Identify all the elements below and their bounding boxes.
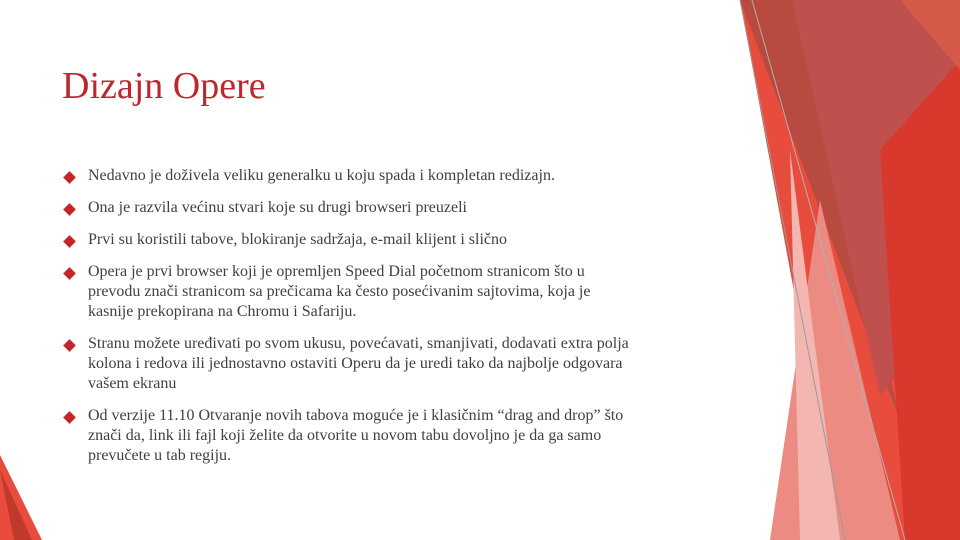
bullet-item <box>62 198 738 218</box>
bullet-text: Stranu možete uređivati po svom ukusu, povećavati, smanjivati, dodavati extra polja kolona i redova ili jednostavno ostaviti Operu da je uredi tako da najbolje odgovara vašem ekranu <box>88 335 629 392</box>
diamond-bullet-icon <box>62 166 88 186</box>
bullet-list <box>62 166 738 478</box>
diamond-bullet-icon <box>62 230 88 250</box>
diamond-bullet-icon <box>62 406 88 426</box>
bullet-item <box>62 262 738 322</box>
bullet-text: Od verzije 11.10 Otvaranje novih tabova moguće je i klasičnim “drag and drop” što znači da, link ili fajl koji želite da otvorite u novom tabu dovoljno je da ga samo prevučete u tab regiju. <box>88 407 624 464</box>
diamond-bullet-icon <box>62 334 88 354</box>
diamond-bullet-icon <box>62 262 88 282</box>
bullet-text: Nedavno je doživela veliku generalku u koju spada i kompletan redizajn. <box>88 167 555 184</box>
bullet-text: Opera je prvi browser koji je opremljen Speed Dial početnom stranicom što u prevodu znači stranicom sa prečicama ka često posećivanim sajtovima, koja je kasnije prekopirana na Chromu i Safariju. <box>88 263 591 320</box>
slide-title: Dizajn Opere <box>62 65 266 107</box>
bullet-item <box>62 406 738 466</box>
bullet-item <box>62 166 738 186</box>
bullet-item <box>62 230 738 250</box>
bullet-text: Prvi su koristili tabove, blokiranje sadržaja, e-mail klijent i slično <box>88 231 508 248</box>
diamond-bullet-icon <box>62 198 88 218</box>
bullet-item <box>62 334 738 394</box>
bullet-text: Ona je razvila većinu stvari koje su drugi browseri preuzeli <box>88 199 467 216</box>
